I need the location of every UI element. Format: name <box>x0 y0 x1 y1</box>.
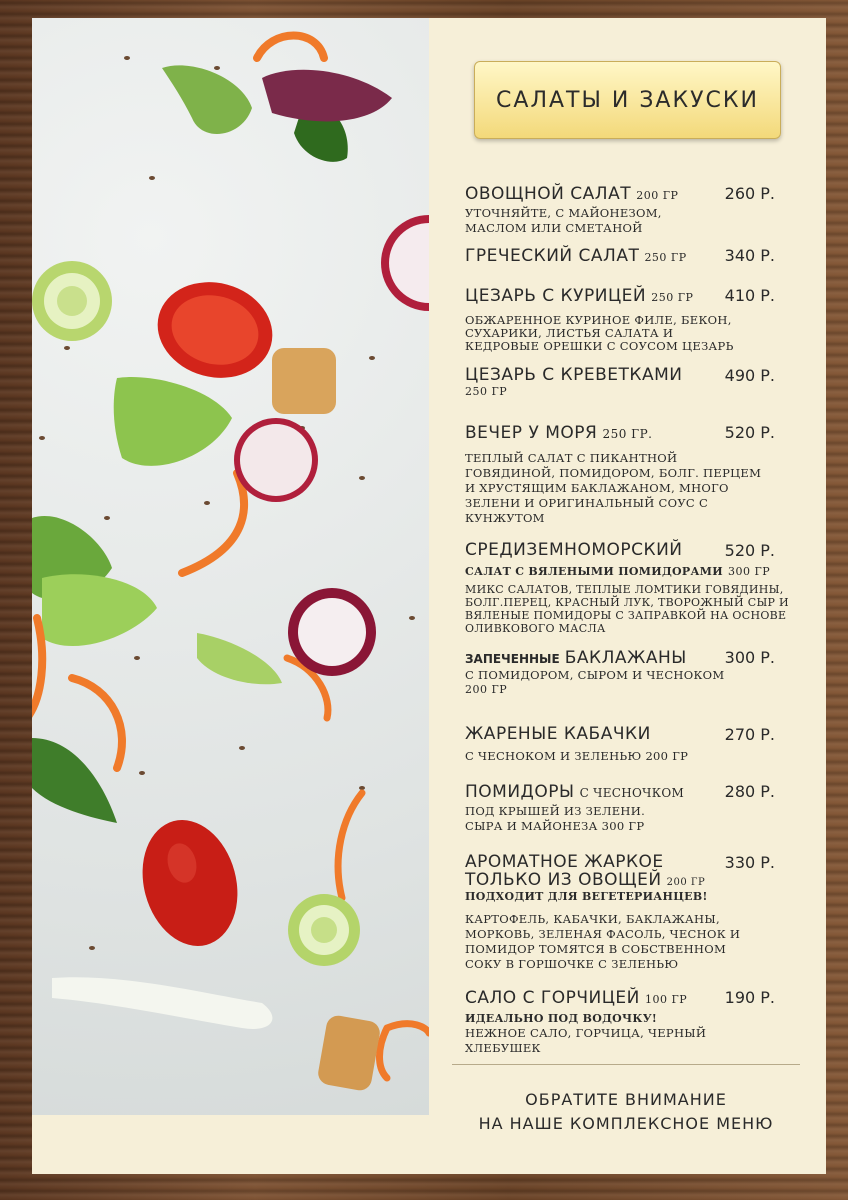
item-weight: 250 ГР. <box>602 427 653 441</box>
item-price: 330 Р. <box>724 853 775 872</box>
item-note: ПОДХОДИТ ДЛЯ ВЕГЕТЕРИАНЦЕВ! <box>465 890 708 903</box>
item-price: 520 Р. <box>724 541 775 560</box>
item-description: ОБЖАРЕННОЕ КУРИНОЕ ФИЛЕ, БЕКОН, СУХАРИКИ, ЛИСТЬЯ САЛАТА И КЕДРОВЫЕ ОРЕШКИ С СОУСОМ ЦЕЗАРЬ <box>465 313 734 353</box>
menu-item-caesar-shrimp <box>465 366 785 398</box>
item-name: ОВОЩНОЙ САЛАТ <box>465 184 632 204</box>
item-subtitle: САЛАТ С ВЯЛЕНЫМИ ПОМИДОРАМИ <box>465 565 723 578</box>
item-description: С ПОМИДОРОМ, СЫРОМ И ЧЕСНОКОМ <box>465 668 725 682</box>
item-name: ГРЕЧЕСКИЙ САЛАТ <box>465 246 640 266</box>
item-price: 260 Р. <box>724 184 775 203</box>
item-name: ПОМИДОРЫ <box>465 782 575 802</box>
item-weight: 200 ГР <box>465 683 508 696</box>
menu-item-baked-eggplant <box>465 648 785 696</box>
item-name: АРОМАТНОЕ ЖАРКОЕ <box>465 852 664 872</box>
item-description: УТОЧНЯЙТЕ, С МАЙОНЕЗОМ, МАСЛОМ ИЛИ СМЕТАНОЙ <box>465 206 662 235</box>
menu-item-evening-by-the-sea <box>465 423 785 526</box>
item-description: ТЕПЛЫЙ САЛАТ С ПИКАНТНОЙ ГОВЯДИНОЙ, ПОМИДОРОМ, БОЛГ. ПЕРЦЕМ И ХРУСТЯЩИМ БАКЛАЖАНОМ, МНОГО ЗЕЛЕНИ И ОРИГИНАЛЬНЫЙ СОУС С КУНЖУТОМ <box>465 451 762 525</box>
item-note: ИДЕАЛЬНО ПОД ВОДОЧКУ! <box>465 1012 658 1025</box>
item-weight: 300 ГР <box>728 565 771 578</box>
menu-item-tomatoes <box>465 782 785 834</box>
item-price: 300 Р. <box>724 648 775 667</box>
item-name: СРЕДИЗЕМНОМОРСКИЙ <box>465 540 683 560</box>
salad-photo <box>32 18 429 1115</box>
item-weight: 200 ГР <box>666 877 706 888</box>
item-weight: 250 ГР <box>644 251 687 264</box>
item-price: 410 Р. <box>724 286 775 305</box>
item-price: 340 Р. <box>724 246 775 265</box>
footer-note <box>452 1088 800 1136</box>
item-description: С ЧЕСНОКОМ И ЗЕЛЕНЬЮ 200 ГР <box>465 749 689 763</box>
item-description: МИКС САЛАТОВ, ТЕПЛЫЕ ЛОМТИКИ ГОВЯДИНЫ, БОЛГ.ПЕРЕЦ, КРАСНЫЙ ЛУК, ТВОРОЖНЫЙ СЫР И ВЯЛЕНЫЕ ПОМИДОРЫ С ЗАПРАВКОЙ НА ОСНОВЕ ОЛИВКОВОГО МАСЛА <box>465 583 789 635</box>
footer-line-2: НА НАШЕ КОМПЛЕКСНОЕ МЕНЮ <box>478 1114 774 1133</box>
menu-item-vegetable-roast <box>465 853 785 972</box>
menu-item-greek-salad <box>465 246 785 266</box>
menu-item-salo-mustard <box>465 988 785 1056</box>
item-weight: 250 ГР <box>651 291 694 304</box>
item-price: 270 Р. <box>724 725 775 744</box>
item-name: БАКЛАЖАНЫ <box>564 648 687 668</box>
item-price: 490 Р. <box>724 366 775 385</box>
item-weight: 200 ГР <box>636 189 679 202</box>
item-name: ЖАРЕНЫЕ КАБАЧКИ <box>465 724 651 744</box>
item-name-suffix: С ЧЕСНОЧКОМ <box>579 786 685 800</box>
item-price: 190 Р. <box>724 988 775 1007</box>
item-weight: 250 ГР <box>465 385 508 398</box>
item-name-line2: ТОЛЬКО ИЗ ОВОЩЕЙ <box>465 870 662 890</box>
menu-item-caesar-chicken <box>465 286 785 353</box>
footer-divider <box>452 1064 800 1065</box>
footer-line-1: ОБРАТИТЕ ВНИМАНИЕ <box>525 1090 727 1109</box>
item-name: ЦЕЗАРЬ С КРЕВЕТКАМИ <box>465 365 683 385</box>
menu-item-mediterranean <box>465 540 789 635</box>
item-description: НЕЖНОЕ САЛО, ГОРЧИЦА, ЧЕРНЫЙ ХЛЕБУШЕК <box>465 1026 707 1055</box>
item-weight: 100 ГР <box>644 993 688 1006</box>
item-price: 280 Р. <box>724 782 775 801</box>
item-description: ПОД КРЫШЕЙ ИЗ ЗЕЛЕНИ. СЫРА И МАЙОНЕЗА 300 ГР <box>465 804 646 833</box>
item-description: КАРТОФЕЛЬ, КАБАЧКИ, БАКЛАЖАНЫ, МОРКОВЬ, ЗЕЛЕНАЯ ФАСОЛЬ, ЧЕСНОК И ПОМИДОР ТОМЯТСЯ В СОБСТВЕННОМ СОКУ В ГОРШОЧКЕ С ЗЕЛЕНЬЮ <box>465 912 741 971</box>
item-name: САЛО С ГОРЧИЦЕЙ <box>465 988 640 1008</box>
section-title: САЛАТЫ И ЗАКУСКИ <box>496 87 759 113</box>
menu-item-fried-zucchini <box>465 725 785 764</box>
menu-item-vegetable-salad <box>465 184 785 236</box>
section-title-box <box>474 61 781 139</box>
item-prefix: ЗАПЕЧЕННЫЕ <box>465 652 560 666</box>
item-price: 520 Р. <box>724 423 775 442</box>
item-name: ВЕЧЕР У МОРЯ <box>465 423 598 443</box>
item-name: ЦЕЗАРЬ С КУРИЦЕЙ <box>465 286 647 306</box>
